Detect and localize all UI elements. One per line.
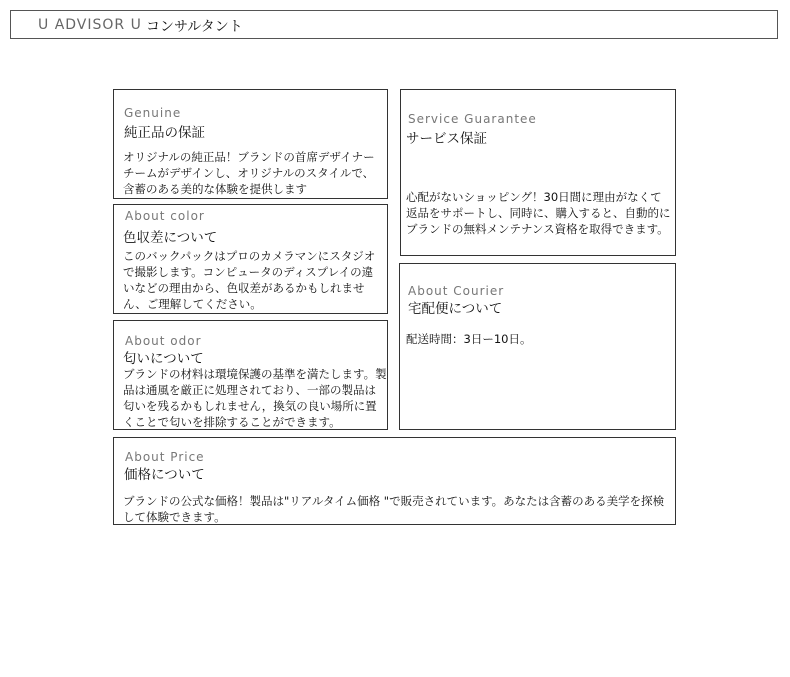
card-title: 色収差について [123, 230, 218, 246]
card-about-color [113, 204, 388, 314]
card-about-courier [399, 263, 676, 430]
card-title: 純正品の保証 [124, 125, 205, 141]
card-subtitle: About odor [125, 334, 202, 348]
card-subtitle: About color [125, 209, 205, 223]
page-header [10, 10, 778, 39]
card-subtitle: Service Guarantee [408, 112, 537, 126]
card-subtitle: Genuine [124, 106, 182, 120]
page-title: コンサルタント [146, 19, 243, 35]
card-about-price [113, 437, 676, 525]
card-subtitle: About Courier [408, 284, 505, 298]
card-genuine [113, 89, 388, 199]
card-subtitle: About Price [125, 450, 205, 464]
card-title: 匂いについて [123, 351, 204, 367]
card-body: 配送時間：3日ー10日。 [406, 332, 532, 346]
card-body: ブランドの材料は環境保護の基準を満たします。製品は通風を厳正に処理されており、一部の製品は匂いを残るかもしれません，換気の良い場所に置くことで匂いを排除することができます。 [123, 367, 387, 429]
card-title: 宅配便について [408, 301, 503, 317]
card-body: オリジナルの純正品！ブランドの首席デザイナーチームがデザインし、オリジナルのスタイルで、含蓄のある美的な体験を提供します [123, 150, 375, 196]
card-title: サービス保証 [406, 131, 487, 147]
card-body: 心配がないショッピング！30日間に理由がなくて返品をサポートし、同時に、購入すると、自動的にブランドの無料メンテナンス資格を取得できます。 [406, 190, 671, 236]
card-body: このバックパックはプロのカメラマンにスタジオで撮影します。コンピュータのディスプレイの違いなどの理由から、色収差があるかもしれません、ご理解してください。 [123, 249, 376, 311]
brand-label: U ADVISOR U [38, 17, 142, 33]
card-service-guarantee [400, 89, 676, 256]
card-about-odor [113, 320, 388, 430]
card-title: 価格について [124, 467, 205, 483]
card-body: ブランドの公式な価格！製品は"リアルタイム価格 "で販売されています。あなたは含蓄のある美学を探検して体験できます。 [123, 494, 665, 524]
